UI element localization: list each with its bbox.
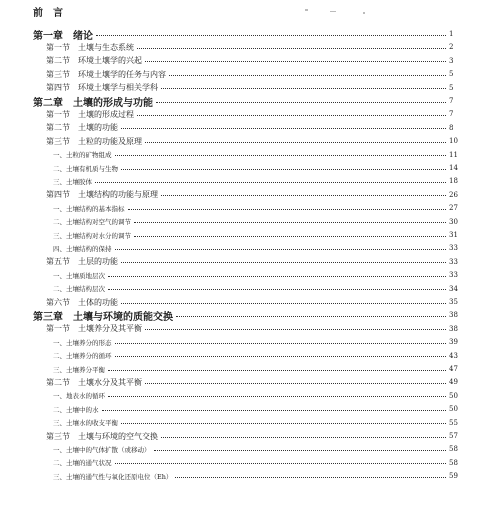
- toc-entry-section: [46, 121, 463, 135]
- dot-leader: [108, 370, 446, 371]
- toc-entry-title: 三、土壤养分平衡: [53, 365, 105, 374]
- toc-page-number: 55: [449, 418, 458, 427]
- toc-entry-title: 三、土壤的通气性与氧化还原电位（Eh）: [53, 472, 173, 481]
- toc-entry-item: [53, 416, 463, 430]
- dot-leader: [134, 236, 446, 237]
- toc-entry-section: [46, 40, 463, 54]
- dot-leader: [161, 88, 446, 89]
- toc-page-number: 8: [449, 123, 454, 132]
- dot-leader: [115, 356, 447, 357]
- dot-leader: [128, 209, 447, 210]
- toc-entry-title: 二、土壤养分的循环: [53, 352, 112, 361]
- dot-leader: [108, 396, 446, 397]
- toc-entry-title: 第六节 土体的功能: [46, 297, 118, 307]
- dot-leader: [108, 289, 446, 290]
- dot-leader: [161, 195, 446, 196]
- dot-leader: [175, 477, 446, 478]
- toc-entry-item: [53, 442, 463, 456]
- dot-leader: [145, 329, 446, 330]
- toc-entry-item: [53, 469, 463, 483]
- preface-heading: [33, 4, 487, 18]
- toc-entry-section: [46, 375, 463, 389]
- toc-entry-section: [46, 67, 463, 81]
- toc-entry-item: [53, 215, 463, 229]
- toc-page-number: 58: [449, 445, 458, 454]
- dot-leader: [115, 155, 447, 156]
- toc-page-number: 47: [449, 365, 458, 373]
- dot-leader: [137, 115, 446, 116]
- toc-page-number: 5: [449, 83, 454, 92]
- toc-entry-title: 四、土壤结构的保持: [53, 244, 112, 253]
- toc-entry-title: 第二节 土壤水分及其平衡: [46, 377, 142, 387]
- toc-entry-chapter: [33, 27, 463, 41]
- toc-entry-section: [46, 107, 463, 121]
- toc-entry-section: [46, 134, 463, 148]
- toc-entry-title: 第五节 土层的功能: [46, 257, 118, 267]
- toc-entry-title: 三、土壤水的收支平衡: [53, 419, 118, 428]
- toc-page-number: 2: [449, 43, 454, 52]
- toc-page-number: 11: [449, 150, 458, 159]
- toc-entry-title: 第四节 环境土壤学与相关学科: [46, 83, 158, 93]
- dot-leader: [121, 423, 446, 424]
- dot-leader: [115, 463, 447, 464]
- dot-leader: [134, 222, 446, 223]
- toc-entry-item: [53, 335, 463, 349]
- dot-leader: [176, 316, 446, 317]
- toc-page-number: 33: [449, 257, 458, 266]
- dot-leader: [137, 48, 446, 49]
- toc-entry-section: [46, 255, 463, 269]
- toc-page-number: 1: [449, 30, 454, 38]
- dot-leader: [145, 142, 446, 143]
- toc-entry-section: [46, 295, 463, 309]
- toc-page-number: 57: [449, 432, 458, 440]
- toc-page-number: 38: [449, 311, 458, 320]
- toc-entry-item: [53, 174, 463, 188]
- scan-speck: [363, 12, 365, 14]
- toc-entry-item: [53, 282, 463, 296]
- preface-title: 前 言: [33, 7, 63, 19]
- toc-entry-item: [53, 349, 463, 363]
- toc-page-number: 30: [449, 217, 458, 226]
- toc-page-number: 7: [449, 97, 454, 105]
- dot-leader: [115, 343, 447, 344]
- toc-entry-title: 第三节 环境土壤学的任务与内容: [46, 69, 166, 79]
- toc-page-number: 27: [449, 204, 458, 213]
- toc-entry-title: 一、地表水的循环: [53, 392, 105, 401]
- toc-entry-section: [46, 81, 463, 95]
- toc-entry-title: 第一章 绪论: [33, 30, 93, 42]
- dot-leader: [169, 75, 446, 76]
- toc-entry-title: 一、土壤质地层次: [53, 271, 105, 280]
- toc-entry-title: 第一节 土壤养分及其平衡: [46, 324, 142, 334]
- toc-entry-section: [46, 188, 463, 202]
- toc-entry-item: [53, 362, 463, 376]
- toc-page-number: 43: [449, 351, 458, 360]
- toc-entry-title: 一、土壤结构的基本指标: [53, 204, 125, 213]
- toc-entry-item: [53, 161, 463, 175]
- toc-entry-title: 第三节 土壤与环境的空气交换: [46, 431, 158, 441]
- toc-page-number: 10: [449, 137, 458, 146]
- toc-page-number: 7: [449, 110, 454, 119]
- dot-leader: [161, 437, 446, 438]
- toc-entry-chapter: [33, 308, 463, 322]
- toc-page-number: 49: [449, 378, 458, 387]
- toc-entry-item: [53, 268, 463, 282]
- toc-page-number: 39: [449, 338, 458, 347]
- toc-entry-title: 三、土壤胶体: [53, 177, 92, 186]
- toc-page-number: 59: [449, 472, 458, 481]
- toc-entry-item: [53, 389, 463, 403]
- dot-leader: [154, 450, 447, 451]
- toc-entry-title: 一、土粒的矿物组成: [53, 151, 112, 160]
- dot-leader: [121, 303, 446, 304]
- toc-entry-title: 二、土壤结构对空气的调节: [53, 218, 131, 227]
- dot-leader: [121, 169, 446, 170]
- toc-page-number: 33: [449, 271, 458, 280]
- toc-entry-title: 第一节 土壤与生态系统: [46, 42, 134, 52]
- dot-leader: [96, 35, 446, 36]
- toc-entry-title: 一、土壤养分的形态: [53, 338, 112, 347]
- toc-page-number: 3: [449, 56, 454, 65]
- dot-leader: [95, 182, 446, 183]
- toc-entry-title: 第二节 环境土壤学的兴起: [46, 56, 142, 66]
- toc-page-number: 38: [449, 324, 458, 333]
- toc-entry-section: [46, 54, 463, 68]
- toc-entry-section: [46, 322, 463, 336]
- toc-page-number: 26: [449, 190, 458, 199]
- scan-speck: [330, 11, 336, 12]
- toc-entry-title: 二、土壤的通气状况: [53, 459, 112, 468]
- dot-leader: [121, 262, 446, 263]
- toc-page-number: 35: [449, 298, 458, 306]
- toc-entry-item: [53, 402, 463, 416]
- scan-speck: [305, 9, 308, 11]
- toc-page-number: 50: [449, 405, 458, 414]
- toc-entry-title: 二、土壤中的水: [53, 405, 99, 414]
- toc-entry-title: 二、土壤有机质与生物: [53, 164, 118, 173]
- toc-entry-item: [53, 228, 463, 242]
- toc-entry-title: 三、土壤结构对水分的调节: [53, 231, 131, 240]
- dot-leader: [145, 61, 446, 62]
- toc-entry-title: 二、土壤结构层次: [53, 285, 105, 294]
- toc-page-number: 58: [449, 458, 458, 467]
- dot-leader: [121, 128, 446, 129]
- dot-leader: [145, 383, 446, 384]
- toc-page-number: 5: [449, 70, 454, 79]
- toc-page-number: 31: [449, 231, 458, 239]
- toc-entry-item: [53, 148, 463, 162]
- toc-entry-item: [53, 456, 463, 470]
- dot-leader: [115, 249, 447, 250]
- toc-entry-title: 第二章 土壤的形成与功能: [33, 97, 153, 109]
- toc-entry-item: [53, 201, 463, 215]
- dot-leader: [102, 410, 447, 411]
- toc-entry-item: [53, 241, 463, 255]
- toc-entry-chapter: [33, 94, 463, 108]
- toc-entry-title: 第三章 土壤与环境的质能交换: [33, 311, 173, 323]
- toc-entry-title: 第二节 土壤的功能: [46, 123, 118, 133]
- toc-entry-title: 第三节 土粒的功能及原理: [46, 136, 142, 146]
- toc-entry-title: 第一节 土壤的形成过程: [46, 109, 134, 119]
- dot-leader: [108, 276, 446, 277]
- toc-page-number: 50: [449, 391, 458, 400]
- toc-page-number: 34: [449, 284, 458, 293]
- toc-page-number: 18: [449, 177, 458, 186]
- toc-page-number: 14: [449, 164, 458, 172]
- toc-entry-title: 第四节 土壤结构的功能与原理: [46, 190, 158, 200]
- dot-leader: [156, 102, 446, 103]
- toc-entry-title: 一、土壤中的气体扩散（或移动）: [53, 445, 151, 454]
- toc-page-number: 33: [449, 244, 458, 253]
- toc-entry-section: [46, 429, 463, 443]
